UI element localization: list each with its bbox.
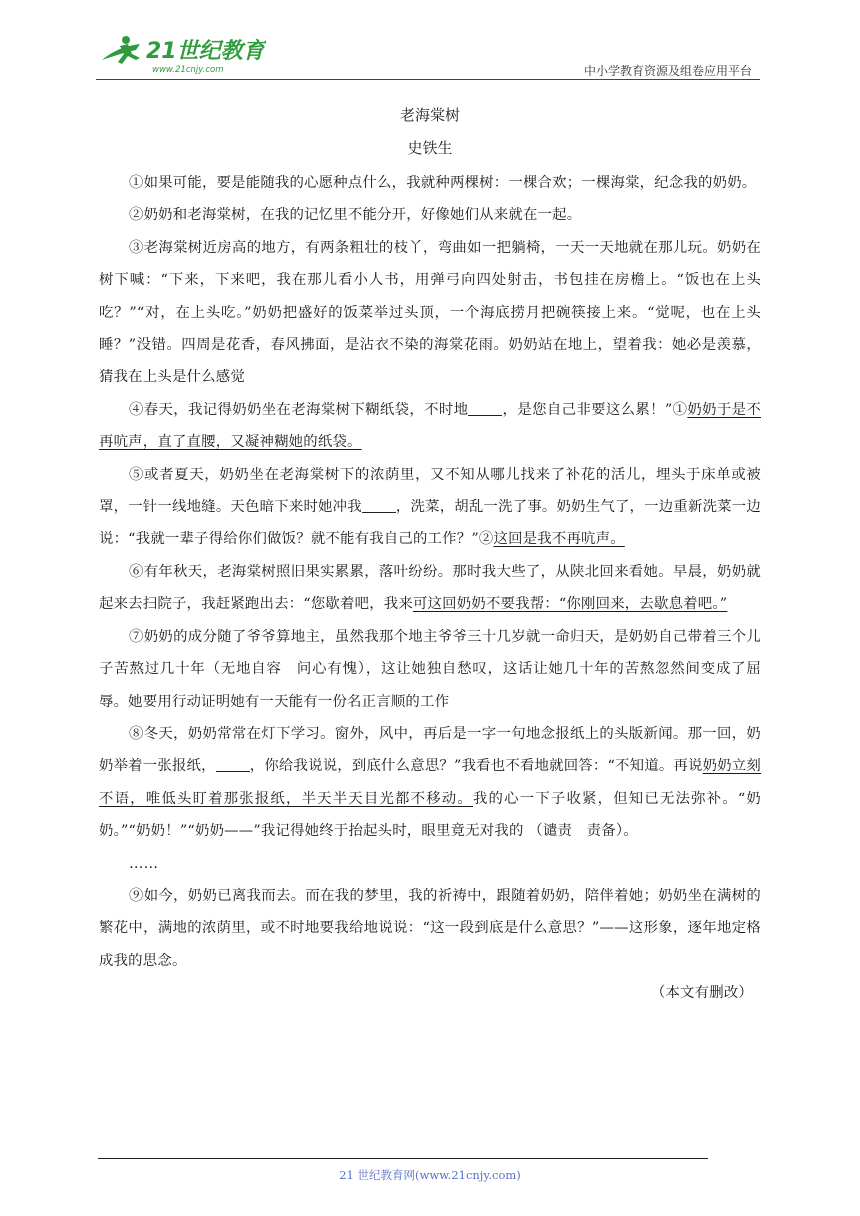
svg-text:21世纪教育: 21世纪教育 [146, 39, 265, 64]
svg-text:www.21cnjy.com: www.21cnjy.com [152, 65, 224, 75]
paragraph-5: ⑤或者夏天，奶奶坐在老海棠树下的浓荫里，又不知从哪儿找来了补花的活儿，埋头于床单或被罩，一针一线地缝。天色暗下来时她冲我 ，洗菜，胡乱一洗了事。奶奶生气了，一边重新洗菜一边说：“我就一辈子得给你们做饭？就不能有我自己的工作？”②这回是我不再吭声。 [99, 466, 761, 548]
paragraph-7: ⑦奶奶的成分随了爷爷算地主，虽然我那个地主爷爷三十几岁就一命归天，是奶奶自己带着三个儿子苦熬过几十年（无地自容 问心有愧），这让她独自愁叹，这话让她几十年的苦熬忽然间变成了屈辱。她要用行动证明她有一天能有一份名正言顺的工作 [99, 628, 761, 710]
paragraph-6: ⑥有年秋天，老海棠树照旧果实累累，落叶纷纷。那时我大些了，从陕北回来看她。早晨，奶奶就起来去扫院子，我赶紧跑出去：“您歇着吧，我来可这回奶奶不要我帮：“你刚回来，去歇息着吧。” [99, 563, 761, 613]
paragraph-2: ②奶奶和老海棠树，在我的记忆里不能分开，好像她们从来就在一起。 [129, 207, 582, 224]
paragraph-4: ④春天，我记得奶奶坐在老海棠树下糊纸袋，不时地 ，是您自己非要这么累！”①奶奶于是不再吭声，直了直腰，又凝神糊她的纸袋。 [99, 401, 761, 451]
footer-divider [98, 1158, 708, 1159]
paragraph-1: ①如果可能，要是能随我的心愿种点什么，我就种两棵树：一棵合欢；一棵海棠，纪念我的奶奶。 [129, 175, 757, 191]
paragraph-9: ⑨如今，奶奶已离我而去。而在我的梦里，我的祈祷中，跟随着奶奶，陪伴着她；奶奶坐在满树的繁花中，满地的浓荫里，或不时地要我给地说说：“这一段到底是什么意思？”——这形象，逐年地定格成我的思念。 [99, 887, 761, 969]
fill-blank[interactable] [362, 498, 396, 513]
fill-blank[interactable] [216, 757, 250, 772]
edit-note: （本文有删改） [650, 985, 753, 1002]
paragraph-3: ③老海棠树近房高的地方，有两条粗壮的枝丫，弯曲如一把躺椅，一天一天地就在那儿玩。奶奶在树下喊：“下来，下来吧，我在那儿看小人书，用弹弓向四处射击，书包挂在房檐上。“饭也在上头吃？”“对，在上头吃。”奶奶把盛好的饭菜举过头顶，一个海底捞月把碗筷接上来。“觉呢，也在上头睡？”没错。四周是花香，春风拂面，是沾衣不染的海棠花雨。奶奶站在地上，望着我：她必是羡慕，猜我在上头是什么感觉 [99, 239, 761, 386]
footer-link[interactable]: 21 世纪教育网(www.21cnjy.com) [339, 1168, 521, 1182]
platform-name: 中小学教育资源及组卷应用平台 [583, 64, 752, 78]
ellipsis: …… [129, 855, 159, 872]
header-divider [96, 79, 760, 80]
article-title: 老海棠树 [399, 106, 460, 124]
page-header [96, 30, 760, 80]
underlined-sentence-2: 这回是我不再吭声。 [493, 531, 625, 548]
underlined-sentence-1: 奶奶于是不再吭声，直了直腰，又凝神糊她的纸袋。 [99, 401, 761, 451]
fill-blank[interactable] [468, 400, 502, 415]
underlined-sentence-3: 可这回奶奶不要我帮：“你刚回来，去歇息着吧。” [412, 596, 728, 613]
logo-21cnjy [96, 30, 266, 80]
article-author: 史铁生 [407, 139, 453, 157]
article-body [99, 167, 761, 1010]
underlined-sentence-4: 奶奶立刻不语，唯低头盯着那张报纸，半天半天目光都不移动。 [99, 758, 761, 807]
paragraph-8: ⑧冬天，奶奶常常在灯下学习。窗外，风中，再后是一字一句地念报纸上的头版新闻。那一回，奶奶举着一张报纸， ，你给我说说，到底什么意思？”我看也不看地就回答：“不知道。再说奶奶立刻不语，唯低头盯着那张报纸，半天半天目光都不移动。我的心一下子收紧，但知已无法弥补。“奶奶。”“奶奶！”“奶奶——”我记得她终于抬起头时，眼里竟无对我的 （谴责 责备）。 [99, 725, 761, 840]
